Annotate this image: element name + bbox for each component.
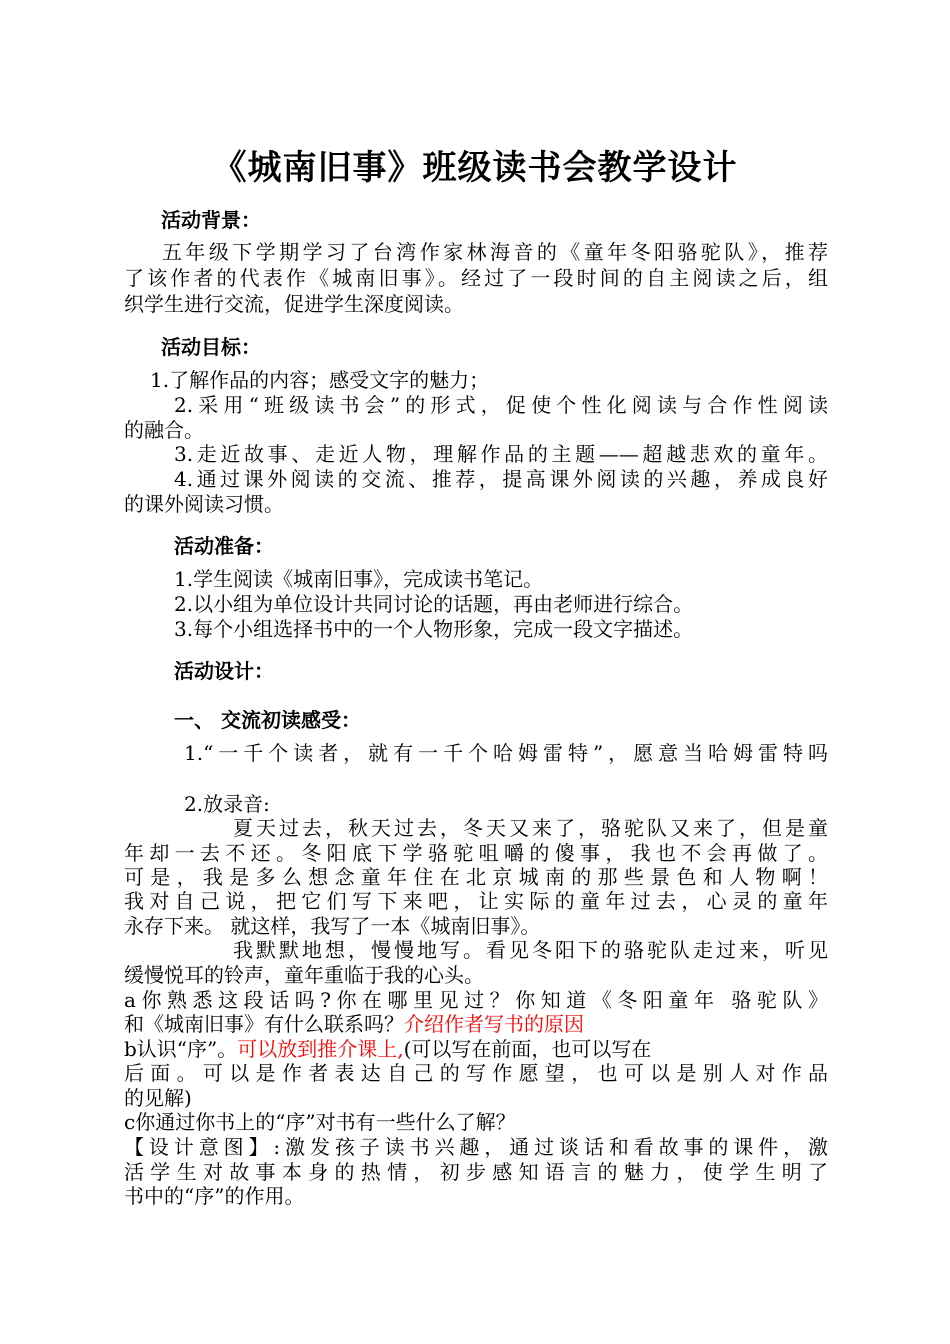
goals-heading: 活动目标： <box>161 335 261 359</box>
passage-line: 缓慢悦耳的铃声，童年重临于我的心头。 <box>124 963 484 987</box>
question-b-line: 的见解) <box>124 1086 192 1110</box>
question-a-line: a你熟悉这段话吗?你在哪里见过？你知道《冬阳童年 骆驼队》 <box>124 988 828 1012</box>
intent-line: 书中的“序”的作用。 <box>124 1184 305 1208</box>
page-title: 《城南旧事》班级读书会教学设计 <box>212 148 738 188</box>
background-heading: 活动背景： <box>161 208 261 232</box>
section-heading: 一、 交流初读感受： <box>174 708 361 732</box>
passage-line: 夏天过去，秋天过去，冬天又来了，骆驼队又来了，但是童 <box>233 816 828 840</box>
question-item: 1.“一千个读者，就有一千个哈姆雷特”，愿意当哈姆雷特吗 <box>184 741 828 765</box>
intent-line: 【设计意图】:激发孩子读书兴趣，通过谈话和看故事的课件，激 <box>124 1135 828 1159</box>
goal-item: 2.采用“班级读书会”的形式，促使个性化阅读与合作性阅读 <box>174 393 828 417</box>
goal-item: 3.走近故事、走近人物，理解作品的主题——超越悲欢的童年。 <box>174 442 828 466</box>
prep-item: 3.每个小组选择书中的一个人物形象，完成一段文字描述。 <box>174 617 694 641</box>
prep-item: 1.学生阅读《城南旧事》，完成读书笔记。 <box>174 567 544 591</box>
paragraph-line: 织学生进行交流，促进学生深度阅读。 <box>124 292 464 316</box>
design-heading: 活动设计： <box>174 659 274 683</box>
goal-item: 的课外阅读习惯。 <box>124 492 284 516</box>
passage-line: 年却一去不还。冬阳底下学骆驼咀嚼的傻事，我也不会再做了。 <box>124 841 828 865</box>
question-a-line <box>124 1012 584 1036</box>
question-b-line <box>124 1037 651 1061</box>
goal-item: 4.通过课外阅读的交流、推荐，提高课外阅读的兴趣，养成良好 <box>174 467 828 491</box>
question-text: b认识“序”。 <box>124 1037 238 1061</box>
question-text: (可以写在前面，也可以写在 <box>403 1037 652 1061</box>
prep-heading: 活动准备： <box>174 534 274 558</box>
goal-item: 1.了解作品的内容；感受文字的魅力； <box>150 368 490 392</box>
paragraph-line: 五年级下学期学习了台湾作家林海音的《童年冬阳骆驼队》，推荐 <box>162 240 828 264</box>
paragraph-line: 了该作者的代表作《城南旧事》。经过了一段时间的自主阅读之后，组 <box>124 266 828 290</box>
prep-item: 2.以小组为单位设计共同讨论的话题，再由老师进行综合。 <box>174 592 694 616</box>
passage-line: 永存下来。 就这样，我写了一本《城南旧事》。 <box>124 914 541 938</box>
question-text: 和《城南旧事》有什么联系吗？ <box>124 1012 404 1036</box>
question-item: 2.放录音: <box>184 792 270 816</box>
annotation-note: 可以放到推介课上, <box>237 1037 404 1061</box>
passage-line: 我默默地想，慢慢地写。看见冬阳下的骆驼队走过来，听见 <box>233 938 828 962</box>
annotation-note: 介绍作者写书的原因 <box>404 1012 584 1036</box>
passage-line: 可是，我是多么想念童年住在北京城南的那些景色和人物啊！ <box>124 865 828 889</box>
intent-line: 活学生对故事本身的热情，初步感知语言的魅力，使学生明了 <box>124 1160 828 1184</box>
question-b-line: 后面。可以是作者表达自己的写作愿望，也可以是别人对作品 <box>124 1061 828 1085</box>
goal-item: 的融合。 <box>124 418 204 442</box>
question-c-line: c你通过你书上的“序”对书有一些什么了解？ <box>124 1110 516 1134</box>
passage-line: 我对自己说，把它们写下来吧，让实际的童年过去，心灵的童年 <box>124 889 828 913</box>
